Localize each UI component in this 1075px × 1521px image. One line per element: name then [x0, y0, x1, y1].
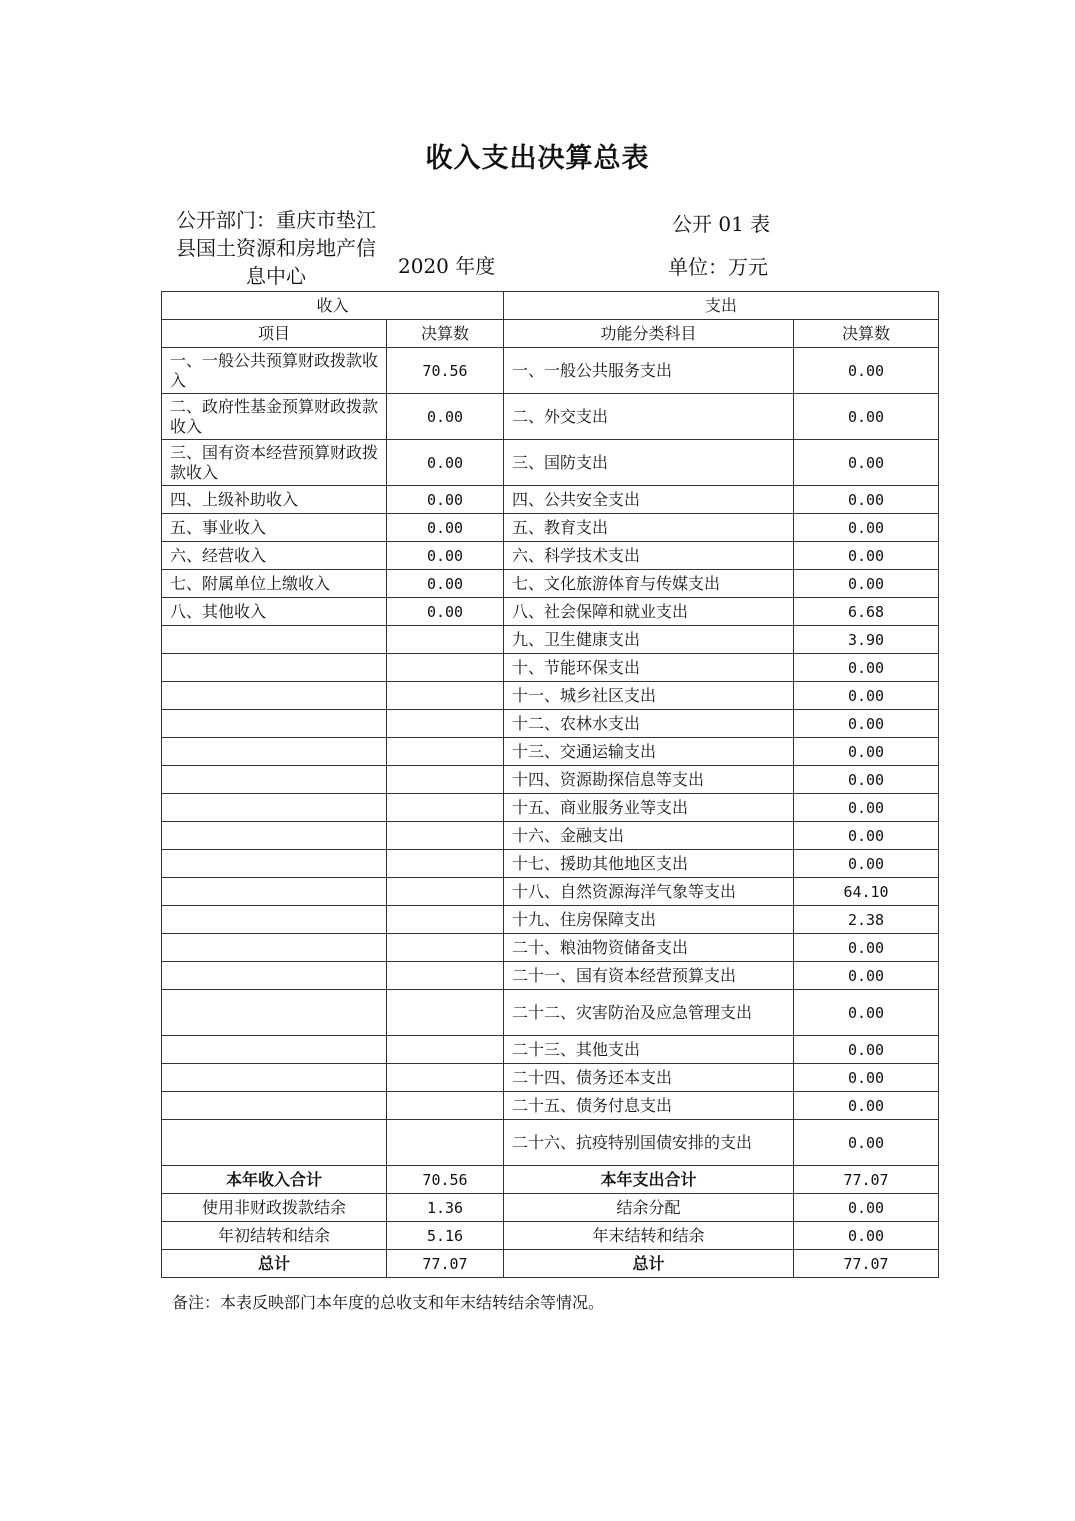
table-row [162, 514, 939, 542]
income-amount-cell: 1.36 [387, 1194, 504, 1222]
income-item-cell [162, 738, 387, 766]
income-amount-cell [387, 1120, 504, 1166]
income-amount-cell [387, 990, 504, 1036]
table-row [162, 348, 939, 394]
income-amount-cell [387, 962, 504, 990]
expense-item-cell: 九、卫生健康支出 [504, 626, 794, 654]
table-row [162, 486, 939, 514]
income-amount-cell [387, 654, 504, 682]
expense-item-cell: 十五、商业服务业等支出 [504, 794, 794, 822]
expense-amount-cell: 0.00 [794, 738, 939, 766]
income-item-cell: 本年收入合计 [162, 1166, 387, 1194]
expense-amount-cell: 0.00 [794, 1036, 939, 1064]
expense-amount-cell: 0.00 [794, 394, 939, 440]
income-amount-cell [387, 626, 504, 654]
income-amount-cell [387, 822, 504, 850]
col-item-header: 项目 [162, 320, 387, 348]
summary-row [162, 1250, 939, 1278]
expense-amount-cell: 0.00 [794, 934, 939, 962]
expense-item-cell: 六、科学技术支出 [504, 542, 794, 570]
income-item-cell: 总计 [162, 1250, 387, 1278]
income-item-cell [162, 1120, 387, 1166]
income-item-cell: 七、附属单位上缴收入 [162, 570, 387, 598]
table-row [162, 1064, 939, 1092]
income-amount-cell [387, 1092, 504, 1120]
income-item-cell: 六、经营收入 [162, 542, 387, 570]
income-item-cell [162, 1092, 387, 1120]
table-row [162, 682, 939, 710]
income-amount-cell: 77.07 [387, 1250, 504, 1278]
table-row [162, 822, 939, 850]
col-amount-header: 决算数 [387, 320, 504, 348]
income-amount-cell: 5.16 [387, 1222, 504, 1250]
expense-item-cell: 十六、金融支出 [504, 822, 794, 850]
income-item-cell: 八、其他收入 [162, 598, 387, 626]
income-item-cell [162, 794, 387, 822]
table-row [162, 1092, 939, 1120]
income-item-cell [162, 626, 387, 654]
income-amount-cell: 0.00 [387, 598, 504, 626]
income-amount-cell: 0.00 [387, 514, 504, 542]
income-amount-cell: 0.00 [387, 542, 504, 570]
income-amount-cell: 70.56 [387, 348, 504, 394]
col-amount2-header: 决算数 [794, 320, 939, 348]
table-row [162, 990, 939, 1036]
expense-item-cell: 五、教育支出 [504, 514, 794, 542]
summary-row [162, 1194, 939, 1222]
income-item-cell [162, 990, 387, 1036]
table-row [162, 934, 939, 962]
expense-amount-cell: 0.00 [794, 850, 939, 878]
expense-amount-cell: 0.00 [794, 542, 939, 570]
income-item-cell [162, 766, 387, 794]
income-amount-cell [387, 906, 504, 934]
expense-amount-cell: 3.90 [794, 626, 939, 654]
expense-item-cell: 二十一、国有资本经营预算支出 [504, 962, 794, 990]
income-amount-cell: 0.00 [387, 570, 504, 598]
expense-amount-cell: 6.68 [794, 598, 939, 626]
table-row [162, 794, 939, 822]
income-item-cell [162, 850, 387, 878]
expense-item-cell: 结余分配 [504, 1194, 794, 1222]
income-amount-cell [387, 878, 504, 906]
expense-amount-cell: 0.00 [794, 348, 939, 394]
income-item-cell [162, 934, 387, 962]
income-item-cell: 三、国有资本经营预算财政拨款收入 [162, 440, 387, 486]
income-item-cell [162, 654, 387, 682]
year-label: 2020 年度 [398, 254, 496, 278]
expense-amount-cell: 0.00 [794, 1120, 939, 1166]
table-row [162, 766, 939, 794]
table-row [162, 598, 939, 626]
income-item-cell: 年初结转和结余 [162, 1222, 387, 1250]
table-row [162, 626, 939, 654]
income-item-cell: 四、上级补助收入 [162, 486, 387, 514]
income-item-cell: 五、事业收入 [162, 514, 387, 542]
expense-amount-cell: 0.00 [794, 822, 939, 850]
expense-amount-cell: 0.00 [794, 962, 939, 990]
department-label: 公开部门：重庆市垫江县国土资源和房地产信息中心 [176, 208, 376, 288]
expense-amount-cell: 0.00 [794, 1064, 939, 1092]
expense-item-cell: 一、一般公共服务支出 [504, 348, 794, 394]
income-item-cell: 使用非财政拨款结余 [162, 1194, 387, 1222]
form-number: 公开 01 表 [672, 212, 771, 236]
income-item-cell [162, 822, 387, 850]
table-row [162, 394, 939, 440]
table-row [162, 1120, 939, 1166]
summary-row [162, 1222, 939, 1250]
expense-item-cell: 十八、自然资源海洋气象等支出 [504, 878, 794, 906]
expense-amount-cell: 77.07 [794, 1250, 939, 1278]
table-row [162, 962, 939, 990]
income-amount-cell [387, 682, 504, 710]
table-column-header-row [162, 320, 939, 348]
income-amount-cell [387, 1036, 504, 1064]
col-func-header: 功能分类科目 [504, 320, 794, 348]
unit-label: 单位：万元 [668, 255, 768, 279]
income-item-cell [162, 1036, 387, 1064]
table-group-header-row [162, 292, 939, 320]
income-item-cell [162, 878, 387, 906]
income-item-cell: 二、政府性基金预算财政拨款收入 [162, 394, 387, 440]
expense-amount-cell: 0.00 [794, 1194, 939, 1222]
expense-item-cell: 二十三、其他支出 [504, 1036, 794, 1064]
table-row [162, 570, 939, 598]
expense-amount-cell: 0.00 [794, 514, 939, 542]
expense-item-cell: 十七、援助其他地区支出 [504, 850, 794, 878]
expense-item-cell: 八、社会保障和就业支出 [504, 598, 794, 626]
income-item-cell [162, 906, 387, 934]
summary-row [162, 1166, 939, 1194]
expense-header: 支出 [504, 292, 939, 320]
income-amount-cell [387, 850, 504, 878]
expense-item-cell: 二十二、灾害防治及应急管理支出 [504, 990, 794, 1036]
page-title: 收入支出决算总表 [425, 143, 650, 174]
expense-item-cell: 十、节能环保支出 [504, 654, 794, 682]
table-row [162, 440, 939, 486]
expense-item-cell: 十三、交通运输支出 [504, 738, 794, 766]
table-row [162, 654, 939, 682]
expense-amount-cell: 64.10 [794, 878, 939, 906]
table-row [162, 906, 939, 934]
expense-amount-cell: 0.00 [794, 1222, 939, 1250]
expense-amount-cell: 0.00 [794, 1092, 939, 1120]
income-item-cell [162, 682, 387, 710]
expense-amount-cell: 0.00 [794, 486, 939, 514]
expense-amount-cell: 0.00 [794, 990, 939, 1036]
expense-amount-cell: 0.00 [794, 570, 939, 598]
income-amount-cell [387, 934, 504, 962]
table-row [162, 850, 939, 878]
expense-item-cell: 七、文化旅游体育与传媒支出 [504, 570, 794, 598]
expense-item-cell: 四、公共安全支出 [504, 486, 794, 514]
expense-item-cell: 十一、城乡社区支出 [504, 682, 794, 710]
expense-item-cell: 二十五、债务付息支出 [504, 1092, 794, 1120]
footnote: 备注：本表反映部门本年度的总收支和年末结转结余等情况。 [172, 1293, 605, 1312]
income-item-cell [162, 1064, 387, 1092]
expense-item-cell: 十二、农林水支出 [504, 710, 794, 738]
income-amount-cell [387, 738, 504, 766]
expense-amount-cell: 0.00 [794, 710, 939, 738]
expense-amount-cell: 0.00 [794, 654, 939, 682]
table-row [162, 738, 939, 766]
income-amount-cell [387, 794, 504, 822]
expense-amount-cell: 2.38 [794, 906, 939, 934]
expense-item-cell: 总计 [504, 1250, 794, 1278]
table-row [162, 878, 939, 906]
expense-amount-cell: 0.00 [794, 766, 939, 794]
expense-item-cell: 二十六、抗疫特别国债安排的支出 [504, 1120, 794, 1166]
income-expense-table [161, 291, 939, 1278]
expense-amount-cell: 0.00 [794, 794, 939, 822]
income-amount-cell: 0.00 [387, 440, 504, 486]
expense-item-cell: 二、外交支出 [504, 394, 794, 440]
income-amount-cell [387, 710, 504, 738]
income-header: 收入 [162, 292, 504, 320]
income-amount-cell [387, 1064, 504, 1092]
expense-item-cell: 本年支出合计 [504, 1166, 794, 1194]
expense-item-cell: 年末结转和结余 [504, 1222, 794, 1250]
expense-amount-cell: 0.00 [794, 682, 939, 710]
expense-item-cell: 三、国防支出 [504, 440, 794, 486]
expense-item-cell: 二十四、债务还本支出 [504, 1064, 794, 1092]
income-amount-cell: 0.00 [387, 486, 504, 514]
income-amount-cell: 70.56 [387, 1166, 504, 1194]
income-amount-cell: 0.00 [387, 394, 504, 440]
income-item-cell [162, 962, 387, 990]
expense-item-cell: 十四、资源勘探信息等支出 [504, 766, 794, 794]
income-item-cell [162, 710, 387, 738]
expense-item-cell: 十九、住房保障支出 [504, 906, 794, 934]
income-item-cell: 一、一般公共预算财政拨款收入 [162, 348, 387, 394]
table-row [162, 710, 939, 738]
expense-item-cell: 二十、粮油物资储备支出 [504, 934, 794, 962]
expense-amount-cell: 77.07 [794, 1166, 939, 1194]
table-row [162, 542, 939, 570]
table-row [162, 1036, 939, 1064]
expense-amount-cell: 0.00 [794, 440, 939, 486]
income-amount-cell [387, 766, 504, 794]
